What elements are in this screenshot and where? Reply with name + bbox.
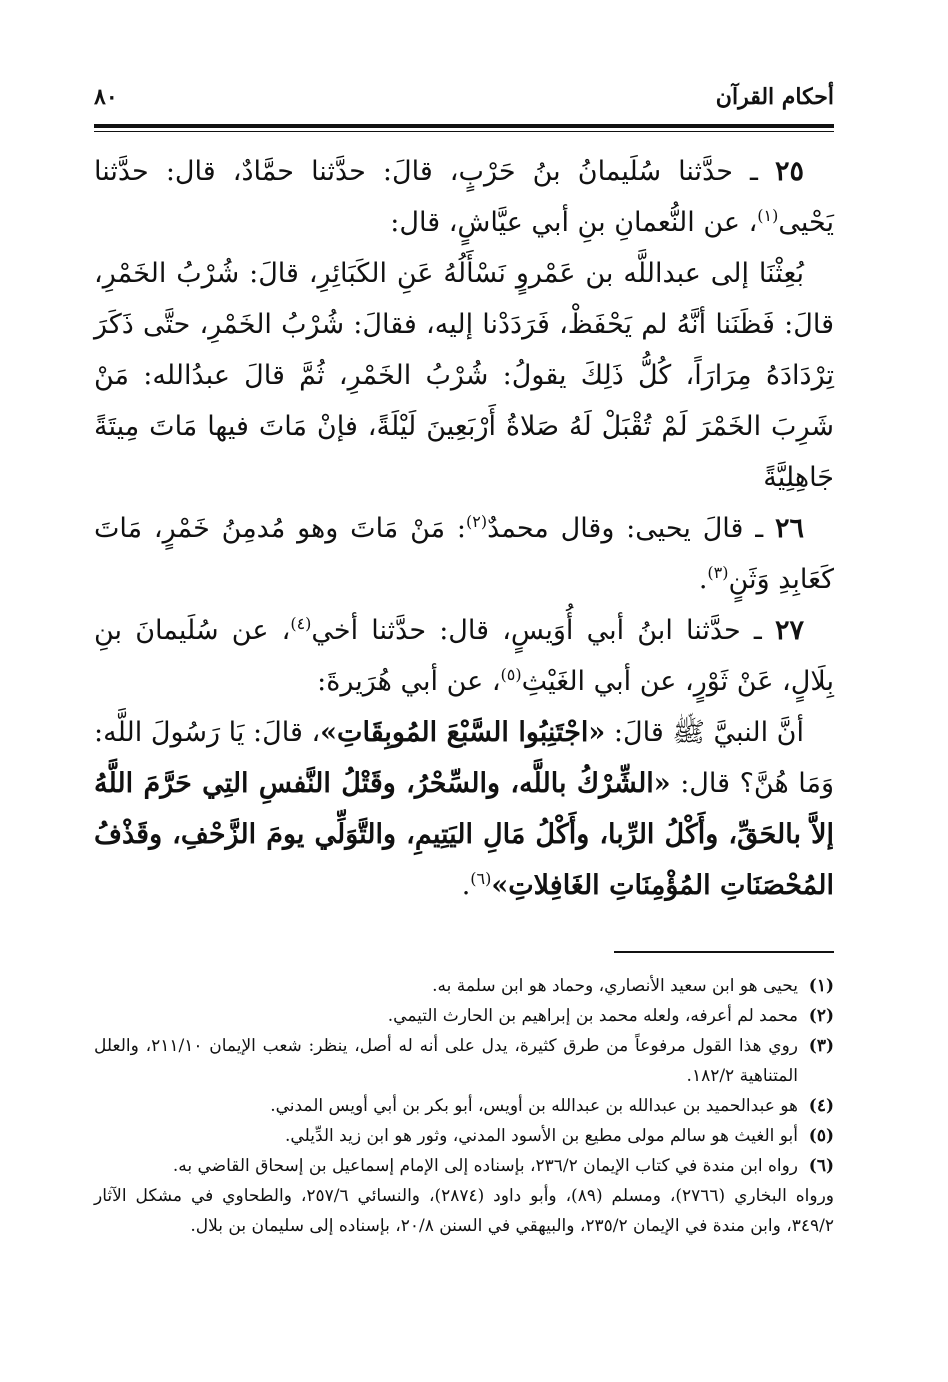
footnote-5	[94, 1121, 834, 1151]
footnote-number: (٢)	[808, 1006, 834, 1026]
punctuation: .	[461, 870, 471, 901]
page	[94, 78, 834, 1241]
footnote-ref[interactable]: (٥)	[500, 665, 522, 684]
hadith-27-matn	[94, 707, 834, 911]
page-header	[94, 78, 834, 124]
prophetic-quote: «الشِّرْكُ باللَّه، والسِّحْرُ، وقَتْلُ النَّفسِ التِي حَرَّمَ اللَّهُ إلاَّ بالحَقِّ، وأَكْلُ الرِّبا، وأَكْلُ مَالِ اليَتِيمِ، والتَّوَلِّي يومَ الزَّحْفِ، وقَذْفُ المُحْصَنَاتِ المُؤْمِنَاتِ الغَافِلاتِ»	[94, 768, 834, 901]
prophetic-quote: «اجْتَنِبُوا السَّبْعَ المُوبِقَاتِ»	[320, 717, 606, 748]
hadith-27	[94, 605, 834, 707]
footnote-number: (٦)	[808, 1156, 834, 1176]
hadith-text: ـ قالَ يحيى: وقال محمدٌ	[487, 513, 775, 544]
hadith-text: : مَنْ مَاتَ وهو مُدمِنُ خَمْرٍ، مَاتَ كَعَابِدِ وَثَنٍ	[94, 513, 834, 595]
footnote-ref[interactable]: (٦)	[470, 869, 492, 888]
footnote-text: يحيى هو ابن سعيد الأنصاري، وحماد هو ابن سلمة به.	[432, 976, 798, 996]
footnote-6	[94, 1151, 834, 1181]
hadith-text: ـ حدَّثنا ابنُ أبي أُوَيسٍ، قال: حدَّثنا أخي	[311, 615, 775, 646]
punctuation: .	[698, 564, 708, 595]
footnote-1	[94, 971, 834, 1001]
header-rule-thin	[94, 131, 834, 132]
footnote-number: (٥)	[808, 1126, 834, 1146]
footnote-text: أبو الغيث هو سالم مولى مطيع بن الأسود المدني، وثور هو ابن زيد الدِّيلي.	[285, 1126, 798, 1146]
page-number: ٨٠	[94, 84, 118, 110]
hadith-25	[94, 146, 834, 248]
footnote-ref[interactable]: (٣)	[707, 563, 729, 582]
hadith-text: ـ حدَّثنا سُلَيمانُ بنُ حَرْبٍ، قالَ: حدَّثنا حمَّادٌ، قال: حدَّثنا يَحْيى	[94, 156, 834, 238]
footnote-number: (٣)	[808, 1036, 834, 1056]
main-text	[94, 146, 834, 911]
hadith-text: ، عن سُلَيمانَ بنِ بِلَالٍ، عَنْ ثَوْرٍ، عن أبي الغَيْثِ	[94, 615, 834, 697]
hadith-number: ٢٧	[774, 615, 804, 646]
book-title: أحكام القرآن	[715, 84, 834, 110]
hadith-text: ، عن أبي هُرَيرةَ:	[317, 666, 501, 697]
footnote-number: (٤)	[808, 1096, 834, 1116]
hadith-text: أنَّ النبيَّ ﷺ قالَ:	[605, 717, 804, 748]
hadith-25-matn: بُعِثْنَا إلى عبداللَّه بن عَمْروٍ نَسْأَلُهُ عَنِ الكَبَائِرِ، قالَ: شُرْبُ الخَمْرِ، قالَ: فَظَنَنا أنَّهُ لم يَحْفَظْ، فَرَدَدْنا إليه، فقالَ: شُرْبُ الخَمْرِ، حتَّى ذَكَرَ تِرْدَادَهُ مِرَارَاً، كُلُّ ذَلِكَ يقولُ: شُرْبُ الخَمْرِ، ثُمَّ قالَ عبدُالله: مَنْ شَرِبَ الخَمْرَ لَمْ تُقْبَلْ لَهُ صَلاةُ أَرْبَعِينَ لَيْلَةً، فإنْ مَاتَ فيها مَاتَ مِيتَةً جَاهِلِيَّةً	[94, 258, 834, 493]
footnote-number: (١)	[808, 976, 834, 996]
footnote-2	[94, 1001, 834, 1031]
footnote-6-continuation: ورواه البخاري (٢٧٦٦)، ومسلم (٨٩)، وأبو داود (٢٨٧٤)، والنسائي ٢٥٧/٦، والطحاوي في مشكل الآثار ٣٤٩/٢، وابن مندة في الإيمان ٢٣٥/٢، والبيهقي في السنن ٢٠/٨، بإسناده إلى سليمان بن بلال.	[94, 1186, 834, 1236]
footnote-separator	[614, 951, 834, 953]
footnote-4	[94, 1091, 834, 1121]
footnote-text: محمد لم أعرفه، ولعله محمد بن إبراهيم بن الحارث التيمي.	[387, 1006, 798, 1026]
hadith-text: ، قالَ: يَا رَسُولَ اللَّه: وَمَا هُنَّ؟ قال:	[94, 717, 834, 799]
footnotes	[94, 971, 834, 1241]
hadith-number: ٢٦	[774, 513, 804, 544]
footnote-text: رواه ابن مندة في كتاب الإيمان ٢٣٦/٢، بإسناده إلى الإمام إسماعيل بن إسحاق القاضي به.	[172, 1156, 798, 1176]
footnote-text: هو عبدالحميد بن عبدالله بن عبدالله بن أويس، أبو بكر بن أبي أويس المدني.	[270, 1096, 798, 1116]
footnote-ref[interactable]: (٢)	[466, 512, 488, 531]
hadith-number: ٢٥	[774, 156, 804, 187]
footnote-ref[interactable]: (٤)	[290, 614, 312, 633]
header-rule-thick	[94, 124, 834, 128]
hadith-text: ، عن النُّعمانِ بنِ أبي عيَّاشٍ، قال:	[390, 207, 758, 238]
footnote-ref[interactable]: (١)	[757, 206, 779, 225]
footnote-3	[94, 1031, 834, 1091]
hadith-26	[94, 503, 834, 605]
footnote-text: روي هذا القول مرفوعاً من طرق كثيرة، يدل على أنه له أصل، ينظر: شعب الإيمان ٢١١/١٠، والعلل المتناهية ١٨٢/٢.	[94, 1036, 798, 1086]
